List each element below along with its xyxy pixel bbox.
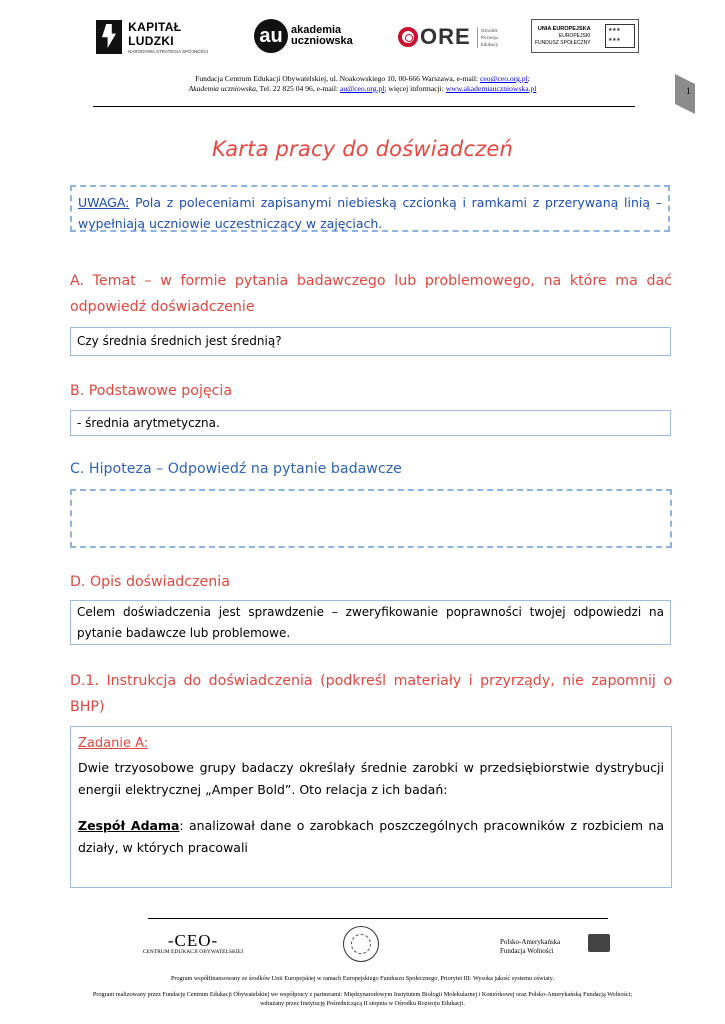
ceo-logo-mark: -CEO- — [167, 931, 219, 950]
akademia-uczniowska-logo — [254, 16, 374, 56]
ore-side-3: Edukacji — [480, 41, 498, 47]
footer-line-2: Program realizowany przez Fundację Centrum Edukacji Obywatelskiej we współpracy z partnerami: Międzynarodowym Instytutem Biologii Molekularnej i Komórkowej oraz Polsko-Amerykańską Fundacją Wolności; — [92, 991, 633, 998]
kapital-ludzki-icon — [96, 20, 122, 54]
ceo-logo — [138, 931, 248, 959]
note-box — [70, 185, 670, 232]
ore-circle-icon — [398, 27, 418, 47]
section-d-answer: Celem doświadczenia jest sprawdzenie – zweryfikowanie poprawności twojej odpowiedzi na pytanie badawcze lub problemowe. — [70, 600, 671, 645]
pafw-logo — [500, 938, 630, 962]
eu-line1: UNIA EUROPEJSKA — [537, 25, 591, 32]
akademia-mark-icon: au — [254, 19, 288, 53]
ore-text: ORE — [420, 24, 471, 49]
eu-flag-icon — [605, 24, 635, 48]
section-d1-heading: D.1. Instrukcja do doświadczenia (podkreśl materiały i przyrządy, nie zapomnij o BHP) — [70, 673, 672, 715]
akademia-line2: uczniowska — [291, 35, 353, 47]
task-a-box — [70, 726, 672, 888]
institute-seal-icon — [343, 926, 379, 962]
section-a-heading: A. Temat – w formie pytania badawczego lub problemowego, na które ma dać odpowiedź doświadczenie — [70, 273, 672, 315]
section-a-answer: Czy średnia średnich jest średnią? — [70, 327, 671, 356]
header-contact-line-2: Akademia uczniowska, Tel. 22 825 04 96, e-mail: au@ceo.org.pl; więcej informacji: www.akademiauczniowska.pl — [188, 84, 537, 93]
section-b-answer: - średnia arytmetyczna. — [70, 410, 671, 436]
ceo-email-link[interactable]: ceo@ceo.org.pl — [479, 74, 528, 83]
kapital-ludzki-title: KAPITAŁ LUDZKI — [128, 20, 182, 48]
pafw-line2: Fundacja Wolności — [500, 947, 554, 955]
eu-logo — [531, 19, 639, 53]
note-label: UWAGA: — [78, 195, 130, 210]
ore-side-1: Ośrodek — [480, 27, 498, 33]
page-number-tab — [675, 74, 695, 114]
eu-line2: EUROPEJSKI — [558, 32, 591, 39]
ore-logo — [398, 19, 498, 55]
note-text: Pola z poleceniami zapisanymi niebieską czcionką i ramkami z przerywaną linią – wypełniają uczniowie uczestniczący w zajęciach. — [78, 195, 662, 231]
hypothesis-input-box[interactable] — [70, 489, 672, 548]
section-b-heading: B. Podstawowe pojęcia — [70, 383, 233, 399]
pafw-mark-icon — [588, 934, 610, 952]
au-email-link[interactable]: au@ceo.org.pl — [340, 84, 385, 93]
team-adam-label: Zespół Adama — [78, 818, 180, 833]
page-title: Karta pracy do doświadczeń — [212, 137, 513, 161]
akademia-line1: akademia — [291, 24, 342, 36]
header-contact-line-1: Fundacja Centrum Edukacji Obywatelskiej, ul. Noakowskiego 10, 00-666 Warszawa, e-mail: ceo@ceo.org.pl; — [195, 74, 530, 83]
section-c-heading: C. Hipoteza – Odpowiedź na pytanie badawcze — [70, 461, 402, 477]
ceo-logo-text: CENTRUM EDUKACJI OBYWATELSKIEJ — [142, 949, 244, 955]
footer-line-3: wdrażany przez Instytucję Pośredniczącą II stopnia w Ośrodku Rozwoju Edukacji. — [260, 1000, 465, 1007]
website-link[interactable]: www.akademiauczniowska.pl — [445, 84, 537, 93]
header-rule — [93, 106, 635, 107]
page-number: 1 — [686, 86, 691, 96]
team-adam-text: : analizował dane o zarobkach poszczególnych pracowników z rozbiciem na działy, w których pracowali — [78, 818, 664, 855]
pafw-line1: Polsko-Amerykańska — [500, 938, 561, 946]
section-d-heading: D. Opis doświadczenia — [70, 574, 230, 590]
kapital-ludzki-subtitle: NARODOWA STRATEGIA SPÓJNOŚCI — [128, 49, 209, 54]
ore-side-2: Rozwoju — [480, 34, 498, 40]
footer-rule — [148, 918, 608, 919]
footer-line-1: Program współfinansowany ze środków Unii Europejskiej w ramach Europejskiego Funduszu Społecznego, Priorytet III: Wysoka jakość systemu oświaty. — [170, 975, 554, 982]
task-a-label: Zadanie A: — [78, 736, 149, 751]
eu-line3: FUNDUSZ SPOŁECZNY — [535, 39, 591, 46]
kapital-ludzki-logo — [96, 17, 224, 57]
task-a-paragraph: Dwie trzyosobowe grupy badaczy określały średnie zarobki w przedsiębiorstwie dystrybucji energii elektrycznej „Amper Bold”. Oto relacja z ich badań: — [78, 760, 664, 797]
task-a-team — [78, 815, 664, 859]
